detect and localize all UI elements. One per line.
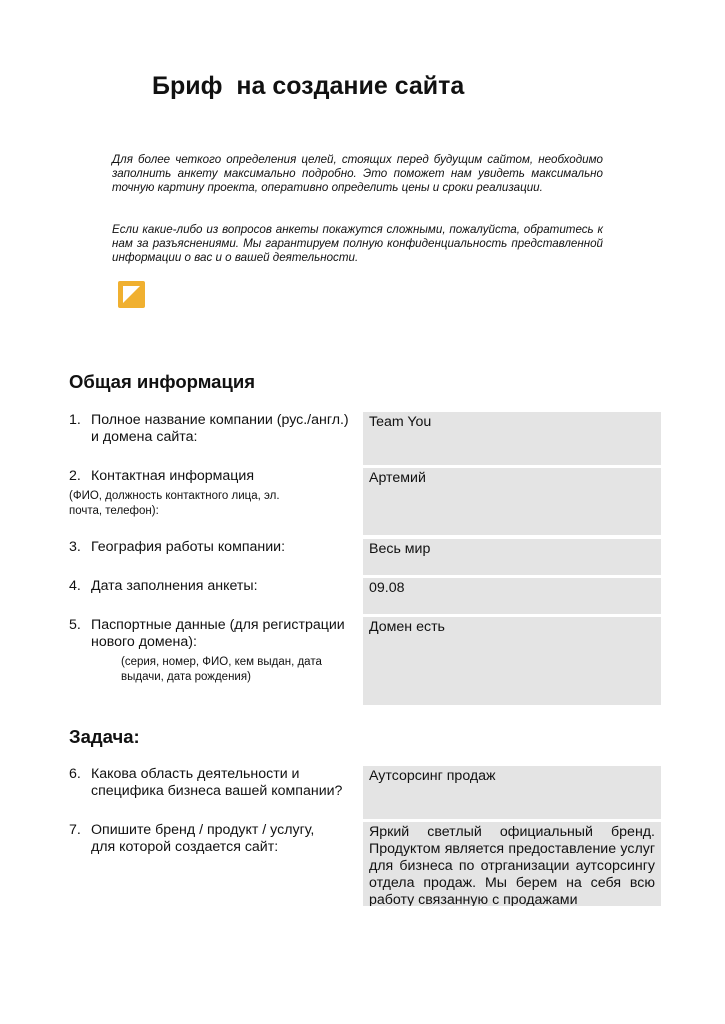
question-hint: (серия, номер, ФИО, кем выдан, дата выдачи, дата рождения): [121, 656, 322, 683]
answer-field-4[interactable]: 09.08: [363, 578, 661, 614]
question-text: Полное название компании (рус./англ.) и домена сайта:: [91, 412, 349, 445]
question-hint: (ФИО, должность контактного лица, эл. почта, телефон):: [69, 490, 280, 517]
question-number: 2.: [69, 468, 81, 484]
section-heading-task: Задача:: [69, 726, 140, 747]
question-number: 1.: [69, 412, 81, 428]
question-2: [69, 468, 359, 518]
intro-paragraph: Для более четкого определения целей, стоящих перед будущим сайтом, необходимо заполнить анкету максимально подробно. Это поможет нам увидеть максимально точную картину проекта, оперативно определить цены и сроки реализации.: [112, 153, 603, 194]
answer-field-2[interactable]: Артемий: [363, 468, 661, 535]
question-1: [69, 412, 359, 446]
question-number: 5.: [69, 617, 81, 633]
question-text: Контактная информация: [91, 468, 255, 484]
page-title: Бриф на создание сайта: [152, 72, 465, 100]
question-text: Дата заполнения анкеты:: [91, 578, 258, 594]
question-text: Паспортные данные (для регистрации нового домена):: [91, 617, 345, 650]
question-text: Какова область деятельности и специфика бизнеса вашей компании?: [91, 766, 343, 799]
question-number: 4.: [69, 578, 81, 594]
question-4: [69, 578, 359, 595]
question-text: Опишите бренд / продукт / услугу, для которой создается сайт:: [91, 822, 315, 855]
question-5: [69, 617, 359, 684]
question-7: [69, 822, 359, 856]
answer-field-1[interactable]: Team You: [363, 412, 661, 465]
question-text: География работы компании:: [91, 539, 286, 555]
answer-field-5[interactable]: Домен есть: [363, 617, 661, 705]
question-number: 7.: [69, 822, 81, 838]
question-3: [69, 539, 359, 556]
question-6: [69, 766, 359, 800]
question-number: 3.: [69, 539, 81, 555]
answer-field-6[interactable]: Аутсорсинг продаж: [363, 766, 661, 819]
question-number: 6.: [69, 766, 81, 782]
answer-field-3[interactable]: Весь мир: [363, 539, 661, 575]
intro-paragraph: Если какие-либо из вопросов анкеты покажутся сложными, пожалуйста, обратитесь к нам за разъяснениями. Мы гарантируем полную конфиденциальность представленной информации о вас и о вашей деятельности.: [112, 223, 603, 264]
edit-note-icon: [118, 281, 145, 308]
answer-field-7[interactable]: Яркий светлый официальный бренд. Продуктом является предоставление услуг для бизнеса по отрганизации аутсорсингу отдела продаж. Мы берем на себя всю работу связанную с продажами: [363, 822, 661, 906]
section-heading-general: Общая информация: [69, 371, 255, 392]
